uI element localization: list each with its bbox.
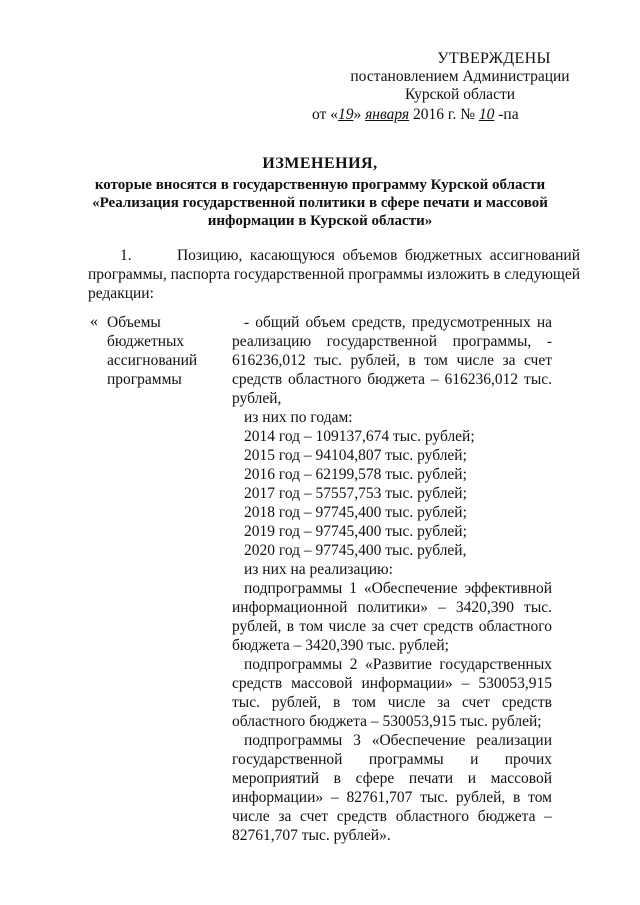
left-label-line-4: программы xyxy=(107,371,182,388)
heading-line-2: «Реализация государственной политики в сфере печати и массовой xyxy=(92,195,548,211)
document-heading xyxy=(60,155,580,230)
date-day: 19 xyxy=(337,106,354,123)
year-2020: 2020 год – 97745,400 тыс. рублей, xyxy=(244,542,467,559)
table-right-column xyxy=(232,313,552,845)
years-list xyxy=(232,427,552,560)
by-years-label: из них по годам: xyxy=(244,409,353,426)
date-year: 2016 г. № xyxy=(409,106,479,123)
date-prefix: от « xyxy=(312,106,338,123)
table-left-column xyxy=(107,313,217,389)
approval-line-authority: постановлением Администрации xyxy=(350,68,570,85)
paragraph-1 xyxy=(88,246,580,303)
heading-line-1: которые вносятся в государственную программу Курской области xyxy=(94,177,546,193)
heading-line-3: информации в Курской области» xyxy=(207,213,433,229)
approval-block xyxy=(312,50,600,123)
left-label-line-1: Объемы xyxy=(107,314,161,331)
subprogram-2: подпрограммы 2 «Развитие государственных средств массовой информации» – 530053,915 тыс. рублей, в том числе за счет средств областного бюджета – 530053,915 тыс. рублей; xyxy=(232,656,552,730)
date-suffix: -па xyxy=(494,106,519,123)
subprogram-1: подпрограммы 1 «Обеспечение эффективной информационной политики» – 3420,390 тыс. рублей, в том числе за счет средств областного бюджета – 3420,390 тыс. рублей; xyxy=(232,580,552,654)
paragraph-text: Позицию, касающуюся объемов бюджетных ассигнований программы, паспорта государственной программы изложить в следующей редакции: xyxy=(88,247,581,302)
opening-quote: « xyxy=(90,313,98,330)
subprogram-3: подпрограммы 3 «Обеспечение реализации государственной программы и прочих мероприятий в сфере печати и массовой информации» – 82761,707 тыс. рублей, в том числе за счет средств областного бюджета – 82761,707 тыс. рублей». xyxy=(232,732,552,844)
approval-title: УТВЕРЖДЕНЫ xyxy=(437,50,551,67)
funding-intro: - общий объем средств, предусмотренных на реализацию государственной программы, - 616236,012 тыс. рублей, в том числе за счет средств областного бюджета – 616236,012 тыс. рублей, xyxy=(232,314,552,407)
date-month: января xyxy=(365,106,410,123)
date-mid: » xyxy=(353,106,366,123)
year-2018: 2018 год – 97745,400 тыс. рублей; xyxy=(244,504,467,521)
approval-line-region: Курской области xyxy=(404,86,516,103)
year-2017: 2017 год – 57557,753 тыс. рублей; xyxy=(244,485,467,502)
approval-date xyxy=(312,106,519,124)
heading-title: ИЗМЕНЕНИЯ, xyxy=(262,155,378,172)
implementation-label: из них на реализацию: xyxy=(244,561,393,578)
year-2016: 2016 год – 62199,578 тыс. рублей; xyxy=(244,466,467,483)
date-number: 10 xyxy=(478,106,495,123)
year-2019: 2019 год – 97745,400 тыс. рублей; xyxy=(244,523,467,540)
left-label-line-2: бюджетных xyxy=(107,333,185,350)
left-label-line-3: ассигнований xyxy=(107,352,198,369)
year-2015: 2015 год – 94104,807 тыс. рублей; xyxy=(244,447,467,464)
year-2014: 2014 год – 109137,674 тыс. рублей; xyxy=(244,428,475,445)
paragraph-number: 1. xyxy=(120,247,132,264)
